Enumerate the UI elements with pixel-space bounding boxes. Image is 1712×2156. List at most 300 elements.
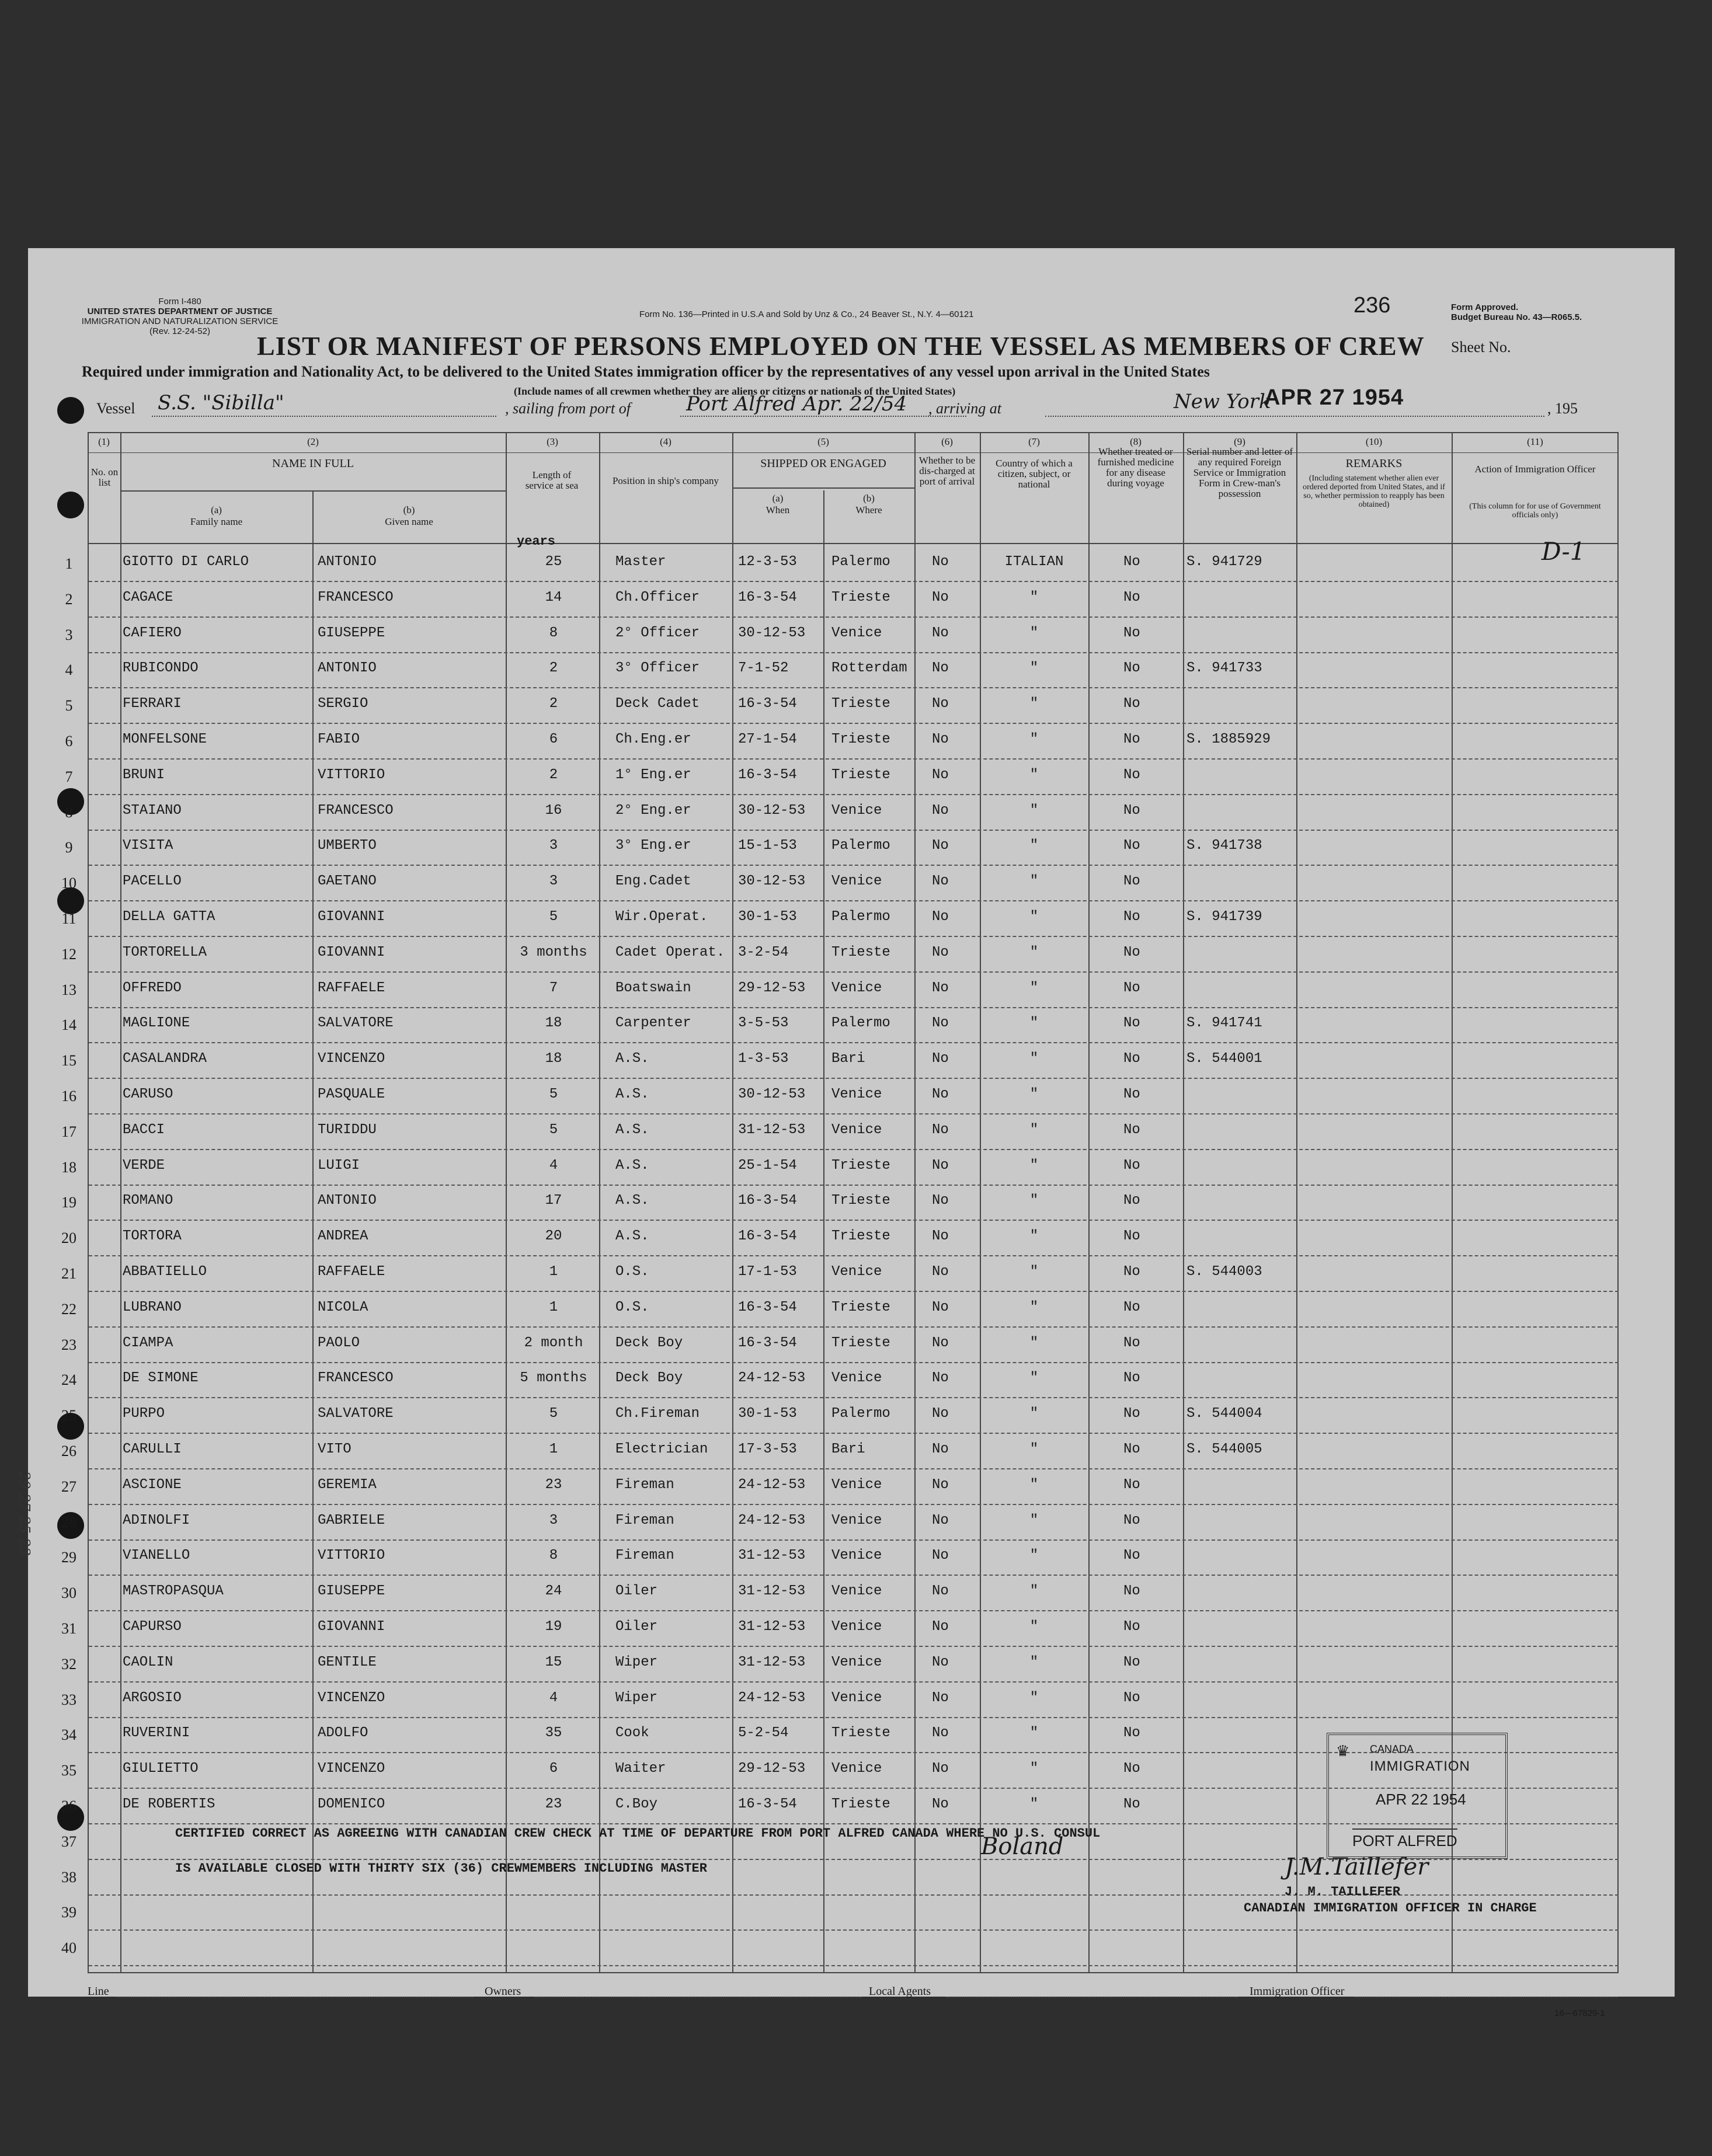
table-row xyxy=(61,1150,1619,1186)
shipped-when: 24-12-53 xyxy=(738,1690,806,1706)
family-name: DE SIMONE xyxy=(123,1370,199,1387)
arriving-port: New York xyxy=(1174,390,1271,413)
table-row xyxy=(61,936,1619,973)
signature-boland: Boland xyxy=(981,1833,1064,1860)
given-name: ANTONIO xyxy=(318,1193,377,1209)
shipped-where: Palermo xyxy=(831,1406,890,1422)
length-of-service: 23 xyxy=(545,1476,562,1493)
row-number: 23 xyxy=(61,1336,76,1353)
country: " xyxy=(1029,1335,1039,1351)
family-name: TORTORA xyxy=(123,1228,182,1245)
discharged: No xyxy=(932,1370,949,1387)
discharged: No xyxy=(932,1761,949,1777)
family-name: CAFIERO xyxy=(123,625,182,641)
shipped-where: Venice xyxy=(831,1761,882,1777)
length-of-service: 15 xyxy=(545,1654,562,1670)
length-of-service: 5 xyxy=(549,1121,558,1138)
country: " xyxy=(1029,1583,1039,1600)
position: Fireman xyxy=(615,1512,674,1528)
country: " xyxy=(1029,660,1039,677)
shipped-when: 30-1-53 xyxy=(738,909,797,925)
family-name: DELLA GATTA xyxy=(123,909,215,925)
table-row xyxy=(61,1327,1619,1363)
given-name: TURIDDU xyxy=(318,1121,377,1138)
stamp-date: APR 22 1954 xyxy=(1376,1791,1466,1808)
row-number: 16 xyxy=(61,1088,76,1105)
arriving-underline xyxy=(1045,416,1544,417)
header-remarks: REMARKS xyxy=(1345,457,1403,470)
given-name: VITTORIO xyxy=(318,1548,385,1564)
country: " xyxy=(1029,1370,1039,1387)
officer-title: CANADIAN IMMIGRATION OFFICER IN CHARGE xyxy=(1244,1901,1537,1915)
col-number: (4) xyxy=(660,436,671,447)
position: A.S. xyxy=(615,1086,649,1102)
discharged: No xyxy=(932,1157,949,1173)
row-number: 7 xyxy=(65,768,73,785)
shipped-when: 16-3-54 xyxy=(738,1796,797,1812)
given-name: GIUSEPPE xyxy=(318,625,385,641)
shipped-where: Venice xyxy=(831,625,882,641)
form-id-block xyxy=(81,297,279,336)
header-where-b: (b) xyxy=(863,493,875,504)
country: " xyxy=(1029,909,1039,925)
header-given-name: Given name xyxy=(385,516,433,527)
family-name: PURPO xyxy=(123,1406,165,1422)
shipped-when: 7-1-52 xyxy=(738,660,789,677)
country: " xyxy=(1029,1406,1039,1422)
shipped-where: Trieste xyxy=(831,944,890,960)
length-of-service: 1 xyxy=(549,1441,558,1457)
given-name: ANTONIO xyxy=(318,554,377,570)
discharged: No xyxy=(932,1299,949,1315)
treated: No xyxy=(1123,1761,1140,1777)
length-of-service: 2 xyxy=(549,696,558,712)
sailing-underline xyxy=(680,416,966,417)
length-of-service: 8 xyxy=(549,1548,558,1564)
discharged: No xyxy=(932,625,949,641)
vessel-label: Vessel xyxy=(96,400,135,417)
shipped-where: Palermo xyxy=(831,554,890,570)
shipped-when: 30-1-53 xyxy=(738,1406,797,1422)
treated: No xyxy=(1123,696,1140,712)
length-of-service: 3 xyxy=(549,838,558,854)
serial-number: S. 544003 xyxy=(1186,1264,1262,1280)
header-family-name: Family name xyxy=(190,516,243,527)
position: O.S. xyxy=(615,1264,649,1280)
table-row xyxy=(61,865,1619,901)
discharged: No xyxy=(932,1441,949,1457)
country: " xyxy=(1029,1086,1039,1102)
officer-name: J. M. TAILLEFER xyxy=(1285,1885,1401,1899)
length-of-service: 3 xyxy=(549,873,558,890)
treated: No xyxy=(1123,1654,1140,1670)
family-name: MAGLIONE xyxy=(123,1015,190,1032)
footer-rule xyxy=(1355,1997,1617,1998)
discharged: No xyxy=(932,554,949,570)
table-row xyxy=(65,759,1619,795)
family-name: CARULLI xyxy=(123,1441,182,1457)
canada-immigration-stamp xyxy=(1327,1733,1508,1859)
row-number: 25 xyxy=(61,1407,76,1424)
subtitle: Required under immigration and Nationality Act, to be delivered to the United States immigration officer by the representatives of any vessel upon arrival in the United States xyxy=(82,363,1210,380)
budget-bureau: Budget Bureau No. 43—R065.5. xyxy=(1451,312,1582,322)
certified-line-2: IS AVAILABLE CLOSED WITH THIRTY SIX (36) CREWMEMBERS INCLUDING MASTER xyxy=(175,1861,707,1876)
margin-note: 29 27 25 23 xyxy=(16,1471,33,1556)
family-name: RUVERINI xyxy=(123,1725,190,1741)
position: Deck Cadet xyxy=(615,696,700,712)
discharged: No xyxy=(932,1086,949,1102)
given-name: DOMENICO xyxy=(318,1796,385,1812)
shipped-when: 17-3-53 xyxy=(738,1441,797,1457)
position: A.S. xyxy=(615,1157,649,1173)
position: O.S. xyxy=(615,1299,649,1315)
family-name: BACCI xyxy=(123,1121,165,1138)
years-label: years xyxy=(517,534,556,549)
header-treated: Whether treated or furnished medicine for any disease during voyage xyxy=(1097,446,1174,489)
country: " xyxy=(1029,1441,1039,1457)
row-number: 2 xyxy=(65,590,73,608)
given-name: GAETANO xyxy=(318,873,377,890)
footer-rule xyxy=(534,1997,861,1998)
row-number: 29 xyxy=(61,1549,76,1566)
discharged: No xyxy=(932,1228,949,1245)
length-of-service: 4 xyxy=(549,1690,558,1706)
length-of-service: 18 xyxy=(545,1015,562,1032)
discharged: No xyxy=(932,1335,949,1351)
discharged: No xyxy=(932,1654,949,1670)
position: Ch.Fireman xyxy=(615,1406,700,1422)
country: " xyxy=(1029,1654,1039,1670)
discharged: No xyxy=(932,589,949,605)
sheet-no: Sheet No. xyxy=(1451,339,1511,356)
shipped-where: Venice xyxy=(831,1654,882,1670)
shipped-when: 16-3-54 xyxy=(738,1335,797,1351)
given-name: SALVATORE xyxy=(318,1406,394,1422)
given-name: SALVATORE xyxy=(318,1015,394,1032)
shipped-where: Palermo xyxy=(831,838,890,854)
table-row xyxy=(61,1682,1619,1718)
shipped-when: 16-3-54 xyxy=(738,767,797,783)
length-of-service: 5 xyxy=(549,1406,558,1422)
service: IMMIGRATION AND NATURALIZATION SERVICE xyxy=(81,316,279,326)
length-of-service: 16 xyxy=(545,802,562,818)
shipped-rule xyxy=(732,487,914,489)
col-number: (6) xyxy=(941,436,953,447)
footer-local-agents: Local Agents xyxy=(869,1985,931,1998)
header-discharged: Whether to be dis-charged at port of arrival xyxy=(918,455,976,487)
treated: No xyxy=(1123,802,1140,818)
discharged: No xyxy=(932,1264,949,1280)
country: " xyxy=(1029,696,1039,712)
col-number: (1) xyxy=(98,436,110,447)
treated: No xyxy=(1123,1121,1140,1138)
row-number: 11 xyxy=(61,910,76,927)
table-row xyxy=(65,652,1619,688)
given-name: GIOVANNI xyxy=(318,1619,385,1635)
table-row xyxy=(61,1220,1619,1256)
shipped-when: 24-12-53 xyxy=(738,1512,806,1528)
given-name: PASQUALE xyxy=(318,1086,385,1102)
binder-hole xyxy=(57,397,84,424)
treated: No xyxy=(1123,1512,1140,1528)
shipped-when: 3-2-54 xyxy=(738,944,789,960)
discharged: No xyxy=(932,1619,949,1635)
length-of-service: 2 xyxy=(549,660,558,677)
col-number: (8) xyxy=(1130,436,1142,447)
country: " xyxy=(1029,1512,1039,1528)
header-country: Country of which a citizen, subject, or national xyxy=(996,458,1073,490)
discharged: No xyxy=(932,1193,949,1209)
treated: No xyxy=(1123,1015,1140,1032)
shipped-where: Venice xyxy=(831,1583,882,1600)
shipped-when: 1-3-53 xyxy=(738,1051,789,1067)
row-number: 12 xyxy=(61,945,76,963)
table-row xyxy=(61,1007,1619,1043)
header-remarks-note: (Including statement whether alien ever ordered deported from United States, and if so, whether permission to reapply has been obtained) xyxy=(1303,474,1445,509)
position: Oiler xyxy=(615,1619,658,1635)
table-row xyxy=(61,1539,1619,1576)
shipped-when: 16-3-54 xyxy=(738,589,797,605)
given-name: ANDREA xyxy=(318,1228,368,1245)
shipped-where: Trieste xyxy=(831,1157,890,1173)
shipped-where: Trieste xyxy=(831,1299,890,1315)
length-of-service: 3 months xyxy=(520,944,587,960)
position: 1° Eng.er xyxy=(615,767,691,783)
country: ITALIAN xyxy=(1004,554,1064,570)
serial-number: S. 544005 xyxy=(1186,1441,1262,1457)
given-name: GIOVANNI xyxy=(318,909,385,925)
shipped-when: 16-3-54 xyxy=(738,1193,797,1209)
row-number: 15 xyxy=(61,1052,76,1070)
discharged: No xyxy=(932,1725,949,1741)
given-name: FRANCESCO xyxy=(318,589,394,605)
country: " xyxy=(1029,802,1039,818)
stamp-immigration: IMMIGRATION xyxy=(1370,1758,1470,1774)
given-name: FRANCESCO xyxy=(318,802,394,818)
header-family-a: (a) xyxy=(211,504,222,516)
shipped-where: Palermo xyxy=(831,1015,890,1032)
shipped-where: Venice xyxy=(831,873,882,890)
col-number: (9) xyxy=(1234,436,1245,447)
treated: No xyxy=(1123,909,1140,925)
footer-owners: Owners xyxy=(485,1985,521,1998)
discharged: No xyxy=(932,1476,949,1493)
shipped-when: 3-5-53 xyxy=(738,1015,789,1032)
shipped-when: 29-12-53 xyxy=(738,1761,806,1777)
treated: No xyxy=(1123,1370,1140,1387)
country: " xyxy=(1029,1051,1039,1067)
shipped-when: 15-1-53 xyxy=(738,838,797,854)
family-name: MASTROPASQUA xyxy=(123,1583,224,1600)
row-number: 22 xyxy=(61,1300,76,1318)
discharged: No xyxy=(932,1051,949,1067)
shipped-where: Venice xyxy=(831,1476,882,1493)
discharged: No xyxy=(932,1015,949,1032)
treated: No xyxy=(1123,767,1140,783)
treated: No xyxy=(1123,1690,1140,1706)
footer-line: Line xyxy=(88,1985,109,1998)
row-number: 6 xyxy=(65,733,73,750)
shipped-where: Venice xyxy=(831,1264,882,1280)
shipped-when: 16-3-54 xyxy=(738,1299,797,1315)
row-number: 32 xyxy=(61,1655,76,1673)
row-number: 17 xyxy=(61,1123,76,1140)
binder-hole xyxy=(57,492,84,518)
treated: No xyxy=(1123,1051,1140,1067)
row-number: 10 xyxy=(61,875,76,892)
given-name: VINCENZO xyxy=(318,1690,385,1706)
country: " xyxy=(1029,1157,1039,1173)
row-number: 28 xyxy=(61,1513,76,1531)
shipped-where: Trieste xyxy=(831,696,890,712)
table-row xyxy=(61,1256,1619,1292)
row-number: 18 xyxy=(61,1158,76,1176)
stamp-canada: CANADA xyxy=(1370,1743,1414,1755)
treated: No xyxy=(1123,1441,1140,1457)
row-number: 27 xyxy=(61,1478,76,1495)
row-number: 33 xyxy=(61,1691,76,1708)
length-of-service: 8 xyxy=(549,625,558,641)
sailing-label: , sailing from port of xyxy=(505,400,631,417)
shipped-where: Trieste xyxy=(831,732,890,747)
row-number: 9 xyxy=(65,839,73,856)
row-number: 8 xyxy=(65,803,73,821)
family-name: BRUNI xyxy=(123,767,165,783)
shipped-when: 25-1-54 xyxy=(738,1157,797,1173)
serial-number: S. 544004 xyxy=(1186,1406,1262,1422)
table-row xyxy=(65,617,1619,653)
position: 2° Eng.er xyxy=(615,802,691,818)
col-number: (3) xyxy=(547,436,558,447)
position: Deck Boy xyxy=(615,1335,683,1351)
family-name: GIULIETTO xyxy=(123,1761,199,1777)
shipped-where: Venice xyxy=(831,980,882,996)
length-of-service: 18 xyxy=(545,1051,562,1067)
position: Cook xyxy=(615,1725,649,1741)
table-row xyxy=(61,972,1619,1008)
shipped-when: 30-12-53 xyxy=(738,873,806,890)
family-name: VISITA xyxy=(123,838,173,854)
certified-line-1: CERTIFIED CORRECT AS AGREEING WITH CANADIAN CREW CHECK AT TIME OF DEPARTURE FROM PORT ALFRED CANADA WHERE NO U.S. CONSUL xyxy=(175,1826,1101,1841)
discharged: No xyxy=(932,1121,949,1138)
family-name: ASCIONE xyxy=(123,1476,182,1493)
country: " xyxy=(1029,1228,1039,1245)
table-row xyxy=(65,795,1619,831)
discharged: No xyxy=(932,873,949,890)
treated: No xyxy=(1123,1796,1140,1812)
table-row xyxy=(61,1291,1619,1328)
form-approved-text: Form Approved. xyxy=(1451,302,1519,312)
shipped-when: 30-12-53 xyxy=(738,802,806,818)
shipped-where: Venice xyxy=(831,1690,882,1706)
country: " xyxy=(1029,1121,1039,1138)
shipped-when: 31-12-53 xyxy=(738,1121,806,1138)
given-name: VINCENZO xyxy=(318,1051,385,1067)
row-number: 38 xyxy=(61,1868,76,1886)
given-name: GENTILE xyxy=(318,1654,377,1670)
col-number: (5) xyxy=(817,436,829,447)
table-row xyxy=(61,1433,1619,1469)
discharged: No xyxy=(932,1583,949,1600)
length-of-service: 14 xyxy=(545,589,562,605)
country: " xyxy=(1029,767,1039,783)
shipped-when: 31-12-53 xyxy=(738,1654,806,1670)
shipped-where: Venice xyxy=(831,1370,882,1387)
country: " xyxy=(1029,1015,1039,1032)
page-number: 236 xyxy=(1353,293,1391,318)
length-of-service: 24 xyxy=(545,1583,562,1600)
treated: No xyxy=(1123,1264,1140,1280)
col-number: (7) xyxy=(1028,436,1040,447)
length-of-service: 5 months xyxy=(520,1370,587,1387)
table-row xyxy=(61,1398,1619,1434)
shipped-when: 31-12-53 xyxy=(738,1583,806,1600)
family-name: CAGACE xyxy=(123,589,173,605)
position: Ch.Officer xyxy=(615,589,700,605)
country: " xyxy=(1029,1476,1039,1493)
row-number: 37 xyxy=(61,1833,76,1850)
shipped-where: Venice xyxy=(831,1086,882,1102)
shipped-when: 30-12-53 xyxy=(738,1086,806,1102)
row-number: 5 xyxy=(65,697,73,715)
row-number: 21 xyxy=(61,1265,76,1282)
family-name: GIOTTO DI CARLO xyxy=(123,554,249,570)
family-name: ADINOLFI xyxy=(123,1512,190,1528)
treated: No xyxy=(1123,1193,1140,1209)
length-of-service: 2 xyxy=(549,767,558,783)
country: " xyxy=(1029,625,1039,641)
given-name: RAFFAELE xyxy=(318,980,385,996)
header-serial: Serial number and letter of any required Foreign Service or Immigration Form in Crew-man's possession xyxy=(1186,446,1293,499)
table-row xyxy=(61,1611,1619,1647)
family-name: CIAMPA xyxy=(123,1335,173,1351)
row-number: 19 xyxy=(61,1194,76,1211)
serial-number: S. 941733 xyxy=(1186,660,1262,677)
table-row xyxy=(61,901,1619,937)
signature-officer: J.M.Taillefer xyxy=(1285,1854,1429,1880)
given-name: GABRIELE xyxy=(318,1512,385,1528)
country: " xyxy=(1029,589,1039,605)
given-name: ADOLFO xyxy=(318,1725,368,1741)
shipped-where: Bari xyxy=(831,1441,865,1457)
crown-icon: ♛ xyxy=(1336,1742,1350,1760)
discharged: No xyxy=(932,802,949,818)
footer-rule xyxy=(946,1997,1238,1998)
country: " xyxy=(1029,1690,1039,1706)
shipped-when: 31-12-53 xyxy=(738,1619,806,1635)
family-name: ABBATIELLO xyxy=(123,1264,207,1280)
row-number: 26 xyxy=(61,1443,76,1460)
row-number: 14 xyxy=(61,1016,76,1034)
header-position: Position in ship's company xyxy=(612,475,719,486)
position: Master xyxy=(615,554,666,570)
table-row xyxy=(61,1504,1619,1541)
serial-number: S. 1885929 xyxy=(1186,732,1271,747)
given-name: PAOLO xyxy=(318,1335,360,1351)
form-number: Form I-480 xyxy=(158,297,201,306)
department: UNITED STATES DEPARTMENT OF JUSTICE xyxy=(87,306,273,316)
table-row xyxy=(65,688,1619,724)
position: C.Boy xyxy=(615,1796,658,1812)
family-name: OFFREDO xyxy=(123,980,182,996)
header-no-on-list: No. on list xyxy=(91,466,119,488)
position: Wiper xyxy=(615,1654,658,1670)
treated: No xyxy=(1123,1299,1140,1315)
country: " xyxy=(1029,732,1039,747)
table-row xyxy=(61,1043,1619,1079)
row-number: 1 xyxy=(65,555,73,572)
serial-number: S. 544001 xyxy=(1186,1051,1262,1067)
